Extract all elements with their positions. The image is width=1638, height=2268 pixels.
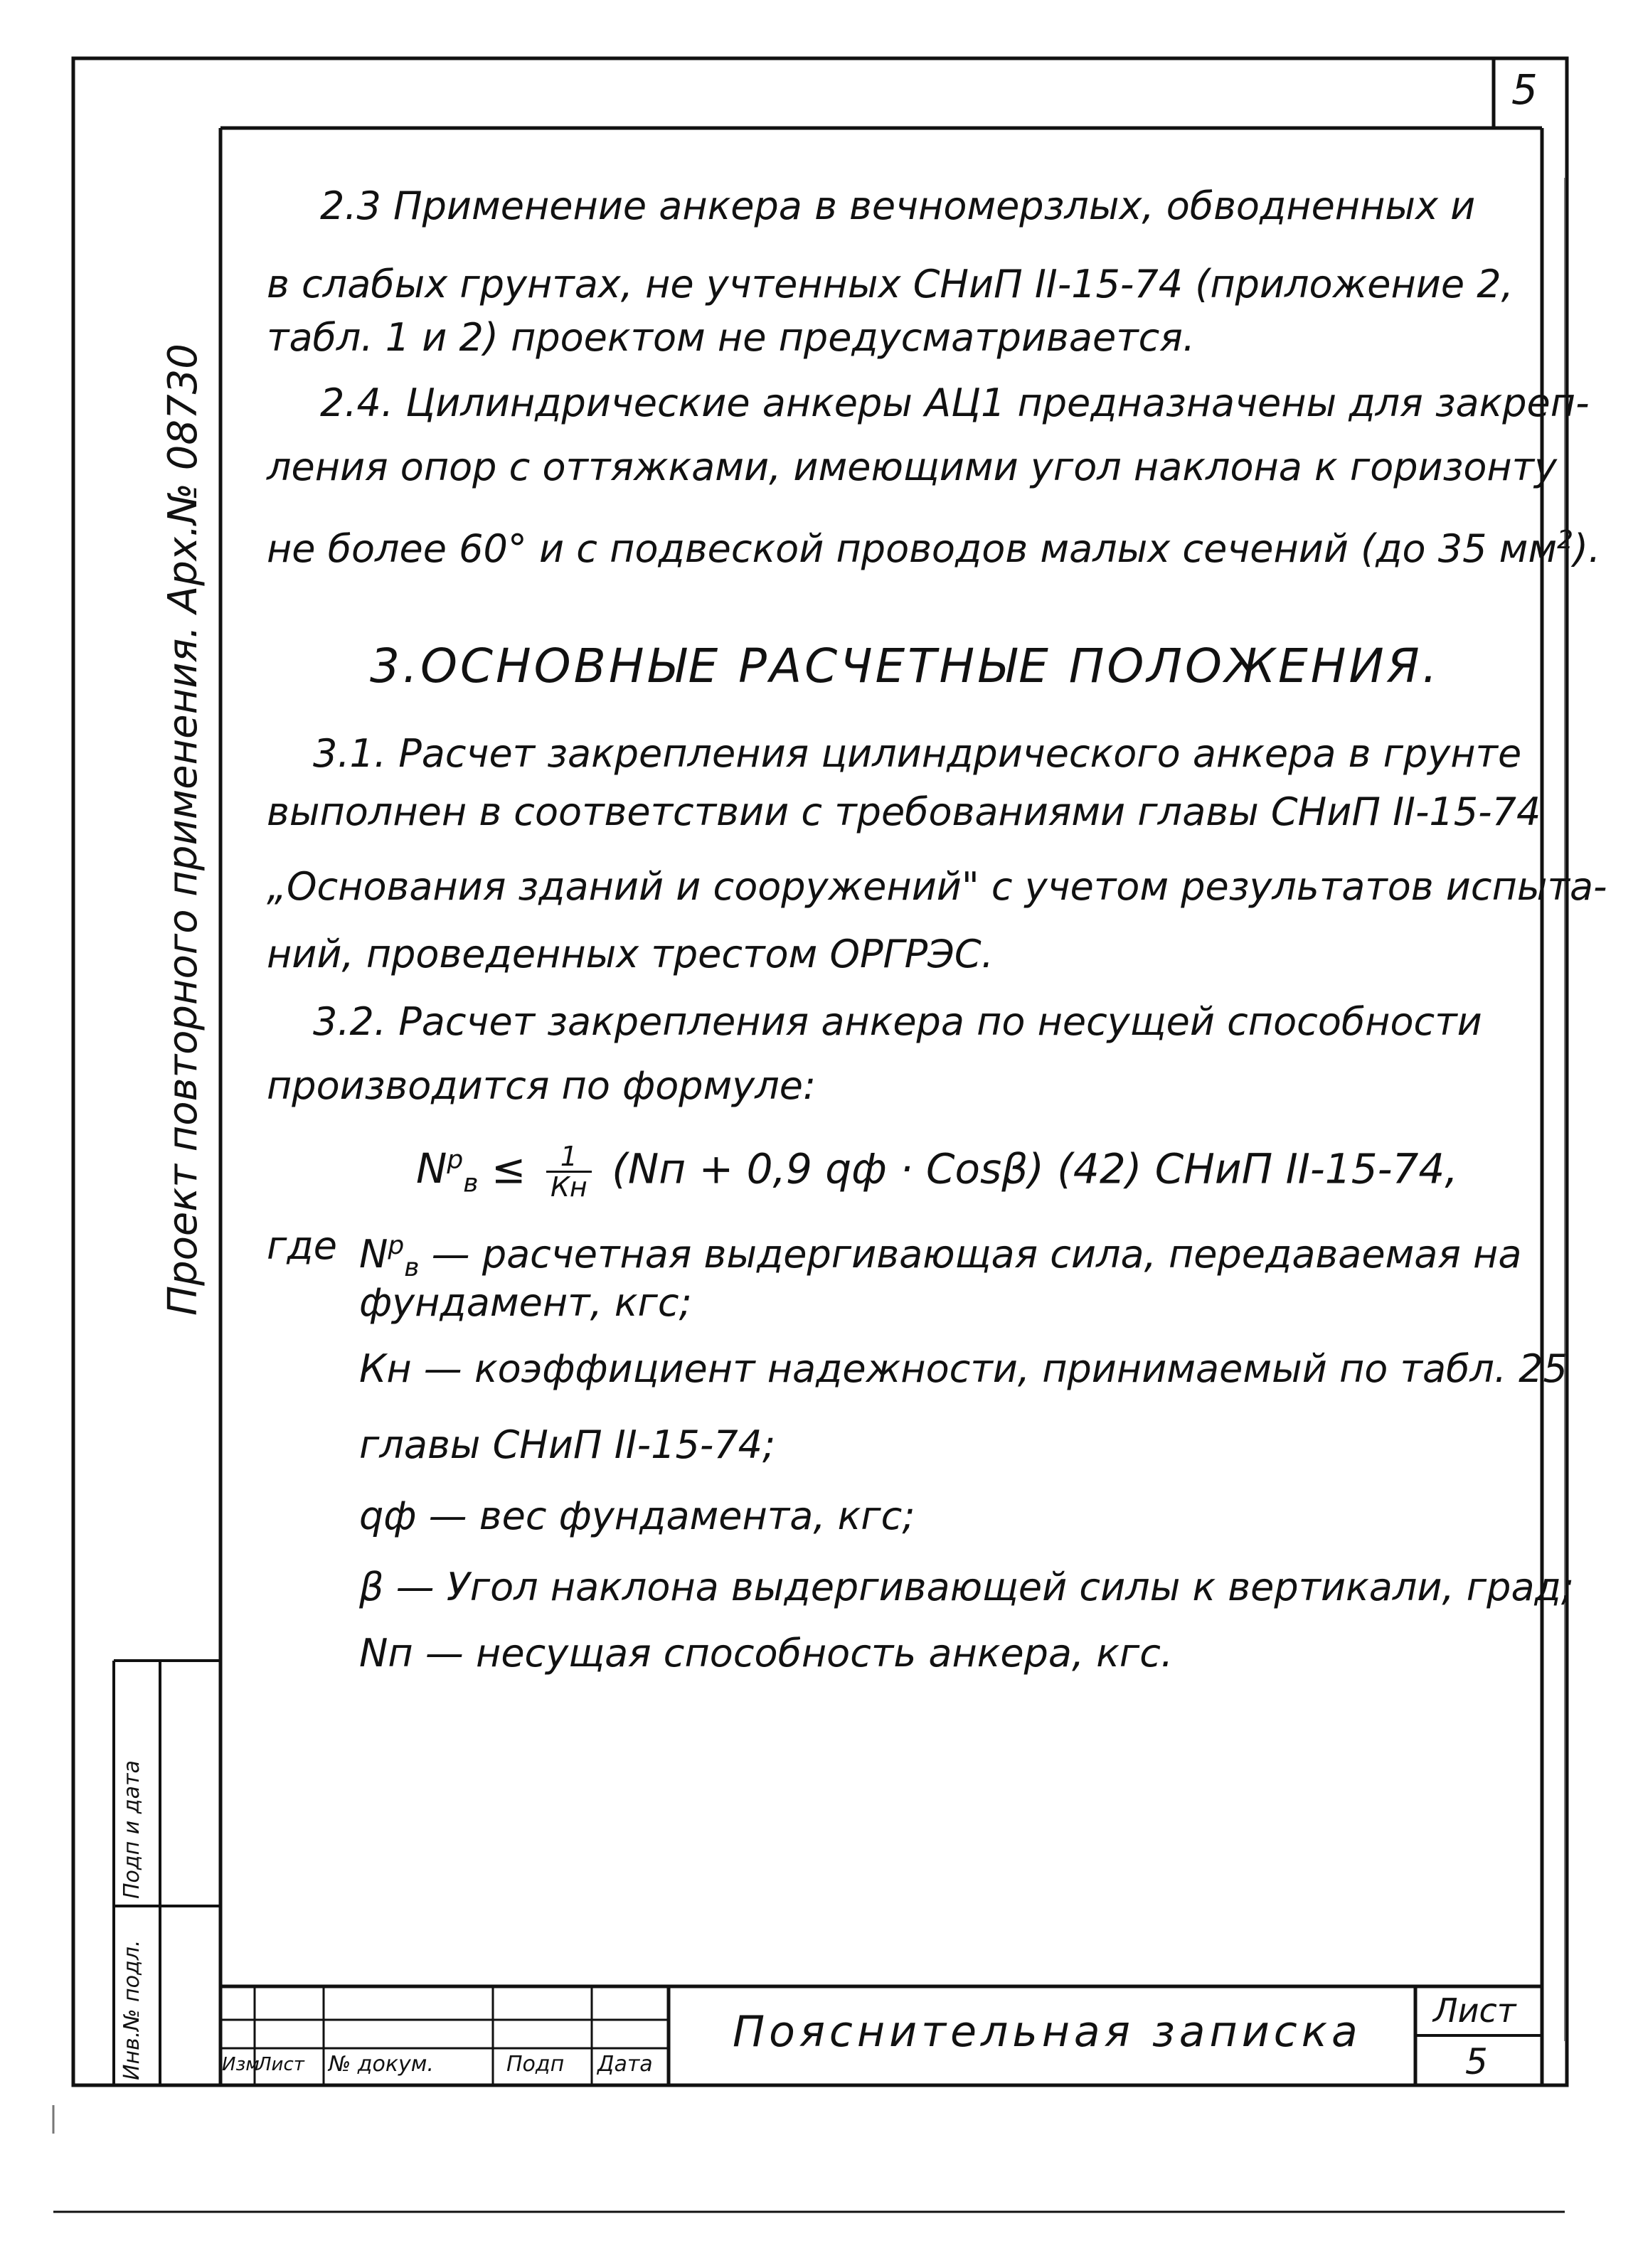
title-block-col-list: Лист (257, 2054, 304, 2075)
title-block-col-dokum: № докум. (329, 2052, 434, 2077)
definition-qf: qф — вес фундамента, кгс; (359, 1494, 915, 1538)
stamp-sign-label: Подп и дата (119, 1760, 144, 1899)
stamp-inv-label: Инв.№ подл. (119, 1939, 144, 2080)
definition-beta: β — Угол наклона выдергивающей силы к вертикали, град; (359, 1565, 1575, 1609)
definition-np: Nп — несущая способность анкера, кгс. (359, 1631, 1174, 1676)
corner-page-number: 5 (1511, 65, 1538, 114)
para-3-1-line-1: 3.1. Расчет закрепления цилиндрического анкера в грунте (313, 731, 1522, 776)
formula-lhs: $N^р_в$ (416, 1144, 479, 1198)
where-label: где (267, 1223, 337, 1268)
formula-rhs: (Nп + 0,9 qф · Cosβ) (42) СНиП II-15-74, (612, 1144, 1458, 1193)
formula-fraction: $\frac{1}{Кн}$ (546, 1142, 592, 1201)
para-2-3-line-2: в слабых грунтах, не учтенных СНиП II-15-74 (приложение 2, (267, 262, 1514, 307)
title-block-sheet-label: Лист (1433, 1991, 1516, 2030)
title-block-col-data: Дата (597, 2052, 653, 2077)
para-2-4-line-2: ления опор с оттяжками, имеющими угол наклона к горизонту (267, 444, 1558, 489)
formula (416, 1138, 1458, 1207)
title-block-col-izm: Изм (222, 2054, 260, 2075)
definition-kn-line-1: Кн — коэффициент надежности, принимаемый по табл. 25 (359, 1346, 1568, 1391)
para-3-2-line-1: 3.2. Расчет закрепления анкера по несущей способности (313, 999, 1482, 1044)
definition-n-line-1: $N^р_в$ — расчетная выдергивающая сила, передаваемая на (359, 1231, 1522, 1282)
definition-kn-line-2: главы СНиП II-15-74; (359, 1422, 776, 1467)
para-3-1-line-3: „Основания зданий и сооружений" с учетом результатов испыта- (267, 864, 1607, 909)
definition-n-line-2: фундамент, кгс; (359, 1280, 692, 1325)
title-block-title: Пояснительная записка (733, 2007, 1362, 2057)
para-3-2-line-2: производится по формуле: (267, 1063, 817, 1108)
title-block-sheet-value: 5 (1465, 2041, 1488, 2082)
title-block-col-podp: Подп (506, 2052, 565, 2077)
para-2-3-line-1: 2.3 Применение анкера в вечномерзлых, обводненных и (320, 183, 1476, 228)
para-2-3-line-3: табл. 1 и 2) проектом не предусматривается. (267, 315, 1195, 360)
side-project-label: Проект повторного применения. Арх.№ 08730 (160, 344, 206, 1316)
formula-relation: ≤ (491, 1144, 526, 1193)
section-heading: 3.ОСНОВНЫЕ РАСЧЕТНЫЕ ПОЛОЖЕНИЯ. (370, 639, 1440, 693)
para-3-1-line-2: выполнен в соответствии с требованиями главы СНиП II-15-74 (267, 789, 1541, 834)
para-3-1-line-4: ний, проведенных трестом ОРГРЭС. (267, 932, 994, 976)
para-2-4-line-1: 2.4. Цилиндрические анкеры АЦ1 предназначены для закреп- (320, 380, 1590, 425)
para-2-4-line-3: не более 60° и с подвеской проводов малых сечений (до 35 $мм^2$). (267, 526, 1601, 571)
